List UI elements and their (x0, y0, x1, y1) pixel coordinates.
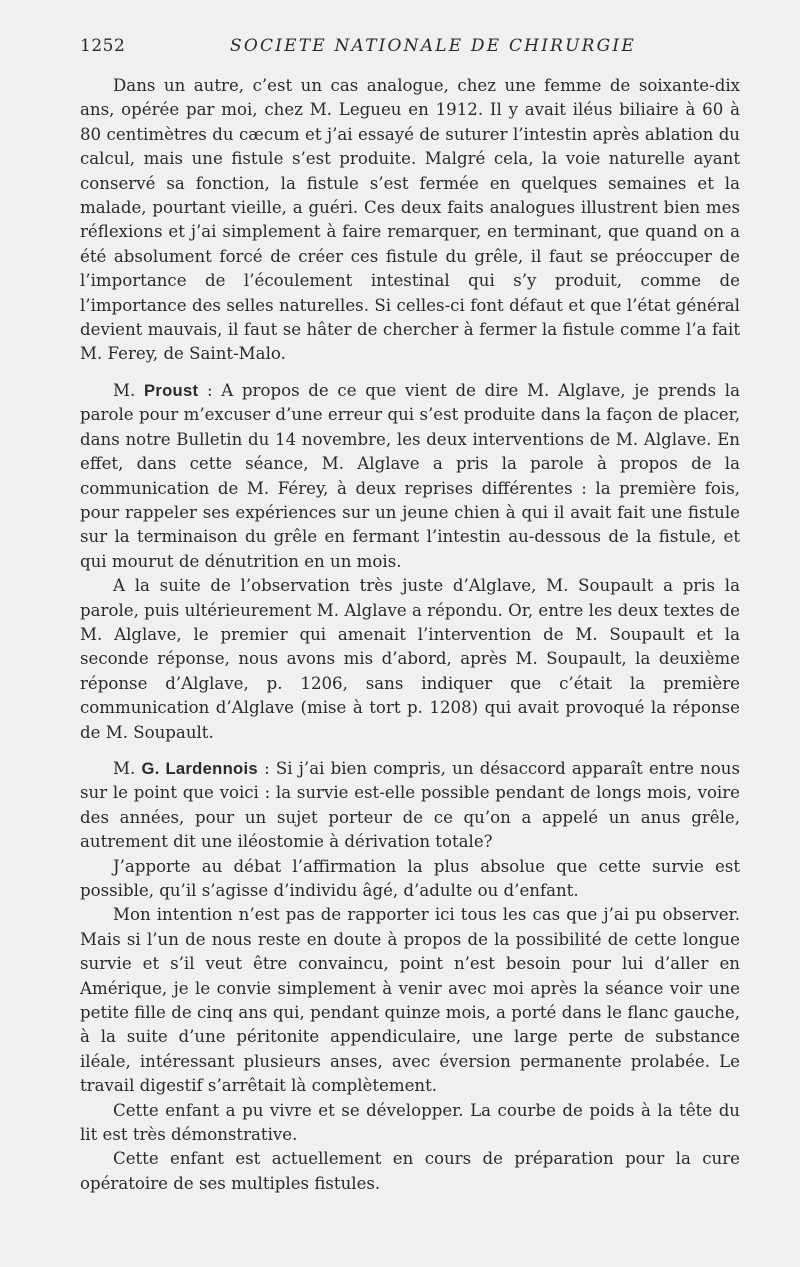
running-title: SOCIETE NATIONALE DE CHIRURGIE (230, 36, 636, 56)
speaker-prefix: M. (113, 380, 144, 400)
speaker-name: G. Lardennois (141, 758, 258, 778)
paragraph-text: Cette enfant a pu vivre et se développer. La courbe de poids à la tête du lit est très démonstrative. (80, 1100, 740, 1145)
paragraph-text: Dans un autre, c’est un cas analogue, chez une femme de soixante-dix ans, opérée par moi, chez M. Legueu en 1912. Il y avait iléus biliaire à 60 à 80 centimètres du cæcum et j’ai essayé de suturer l’intestin après ablation du calcul, mais une fistule s’est produite. Malgré cela, la voie naturelle ayant conservé sa fonction, la fistule s’est fermée en quelques semaines et la malade, pourtant vieille, a guéri. Ces deux faits analogues illustrent bien mes réflexions et j’ai simplement à faire remarquer, en terminant, que quand on a été absolument forcé de créer ces fistule du grêle, il faut se préoccuper de l’importance de l’écoulement intestinal qui s’y produit, comme de l’importance des selles naturelles. Si celles-ci font défaut et que l’état général devient mauvais, il faut se hâter de chercher à fermer la fistule comme l’a fait M. Ferey, de Saint-Malo. (80, 76, 740, 364)
paragraph (80, 379, 740, 574)
page-header (80, 36, 740, 60)
speaker-name: Proust (143, 380, 199, 400)
paragraph-text: J’apporte au débat l’affirmation la plus absolue que cette survie est possible, qu’il s’agisse d’individu âgé, d’adulte ou d’enfant. (80, 856, 740, 900)
paragraph-text: : A propos de ce que vient de dire M. Alglave, je prends la parole pour m’excuser d’une erreur qui s’est produite dans la façon de placer, dans notre Bulletin du 14 novembre, les deux interventions de M. Alglave. En effet, dans cette séance, M. Alglave a pris la parole à propos de la communication de M. Férey, à deux reprises différentes : la première fois, pour rappeler ses expériences sur un jeune chien à qui il avait fait une fistule sur la terminaison du grêle en fermant l’intestin au-dessous de la fistule, et qui mourut de dénutrition en un mois. (80, 380, 740, 571)
paragraph (80, 903, 740, 1098)
paragraph-text: Cette enfant est actuellement en cours de préparation pour la cure opératoire de ses multiples fistules. (80, 1149, 740, 1193)
paragraph (80, 1099, 740, 1148)
page-number: 1252 (80, 36, 126, 56)
paragraph-text: Mon intention n’est pas de rapporter ici tous les cas que j’ai pu observer. Mais si l’un de nous reste en doute à propos de la possibilité de cette longue survie et s’il veut être convaincu, point n’est besoin pour lui d’aller en Amérique, je le convie simplement à venir avec moi après la séance voir une petite fille de cinq ans qui, pendant quinze mois, a porté dans le flanc gauche, à la suite d’une péritonite appendiculaire, une large perte de substance iléale, intéressant plusieurs anses, avec éversion permanente prolabée. Le travail digestif s’arrêtait là complètement. (80, 905, 740, 1096)
paragraph (80, 855, 740, 904)
body-text (80, 74, 740, 1196)
paragraph (80, 757, 740, 855)
paragraph (80, 1147, 740, 1196)
paragraph (80, 574, 740, 745)
speaker-prefix: M. (113, 758, 142, 778)
paragraph-text: : Si j’ai bien compris, un désaccord apparaît entre nous sur le point que voici : la survie est-elle possible pendant de longs mois, voire des années, pour un sujet porteur de ce qu’on a appelé un anus grêle, autrement dit une iléostomie à dérivation totale? (80, 758, 740, 852)
paragraph (80, 74, 740, 367)
paragraph-text: A la suite de l’observation très juste d’Alglave, M. Soupault a pris la parole, puis ultérieurement M. Alglave a répondu. Or, entre les deux textes de M. Alglave, le premier qui amenait l’intervention de M. Soupault et la seconde réponse, nous avons mis d’abord, après M. Soupault, la deuxième réponse d’Alglave, p. 1206, sans indiquer que c’était la première communication d’Alglave (mise à tort p. 1208) qui avait provoqué la réponse de M. Soupault. (80, 576, 740, 742)
